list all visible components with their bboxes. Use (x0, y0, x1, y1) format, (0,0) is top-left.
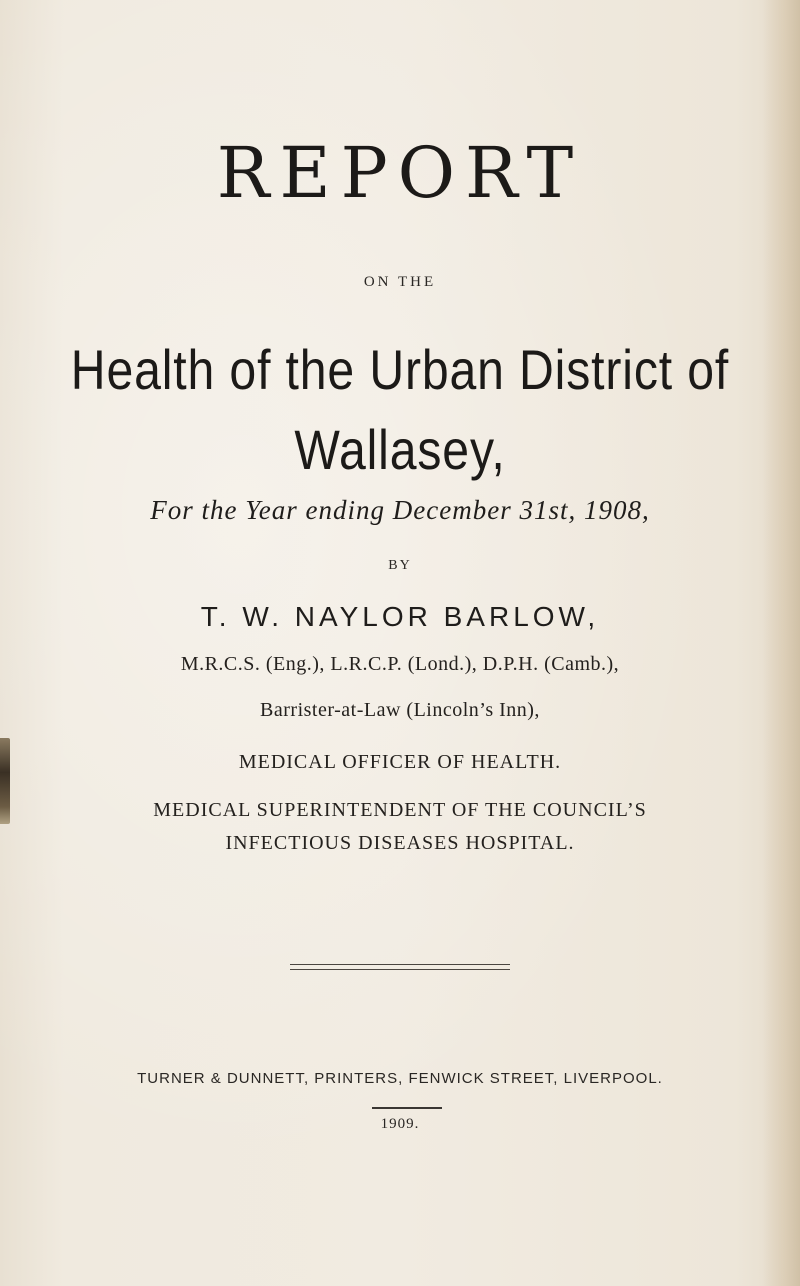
role-superintendent-line-1: MEDICAL SUPERINTENDENT OF THE COUNCIL’S (153, 799, 647, 821)
report-title: REPORT (216, 132, 584, 214)
author-qualifications: M.R.C.S. (Eng.), L.R.C.P. (Lond.), D.P.H. (Camb.), (180, 653, 620, 675)
role-superintendent-line-2: INFECTIOUS DISEASES HOSPITAL. (225, 832, 575, 854)
by-label: BY (388, 558, 412, 573)
author-barrister: Barrister-at-Law (Lincoln’s Inn), (260, 699, 540, 721)
divider-rule (290, 964, 510, 970)
publication-year: 1909. (380, 1116, 420, 1132)
role-medical-officer: MEDICAL OFFICER OF HEALTH. (238, 751, 562, 773)
subtitle-connector: ON THE (363, 274, 437, 290)
subject-line-2: Wallasey, (294, 418, 506, 481)
subject-line-1: Health of the Urban District of (70, 338, 730, 401)
printer-imprint: TURNER & DUNNETT, PRINTERS, FENWICK STREET, LIVERPOOL. (137, 1070, 663, 1087)
report-period: For the Year ending December 31st, 1908, (150, 495, 650, 525)
small-rule (372, 1107, 442, 1109)
author-name: T. W. NAYLOR BARLOW, (200, 601, 600, 632)
